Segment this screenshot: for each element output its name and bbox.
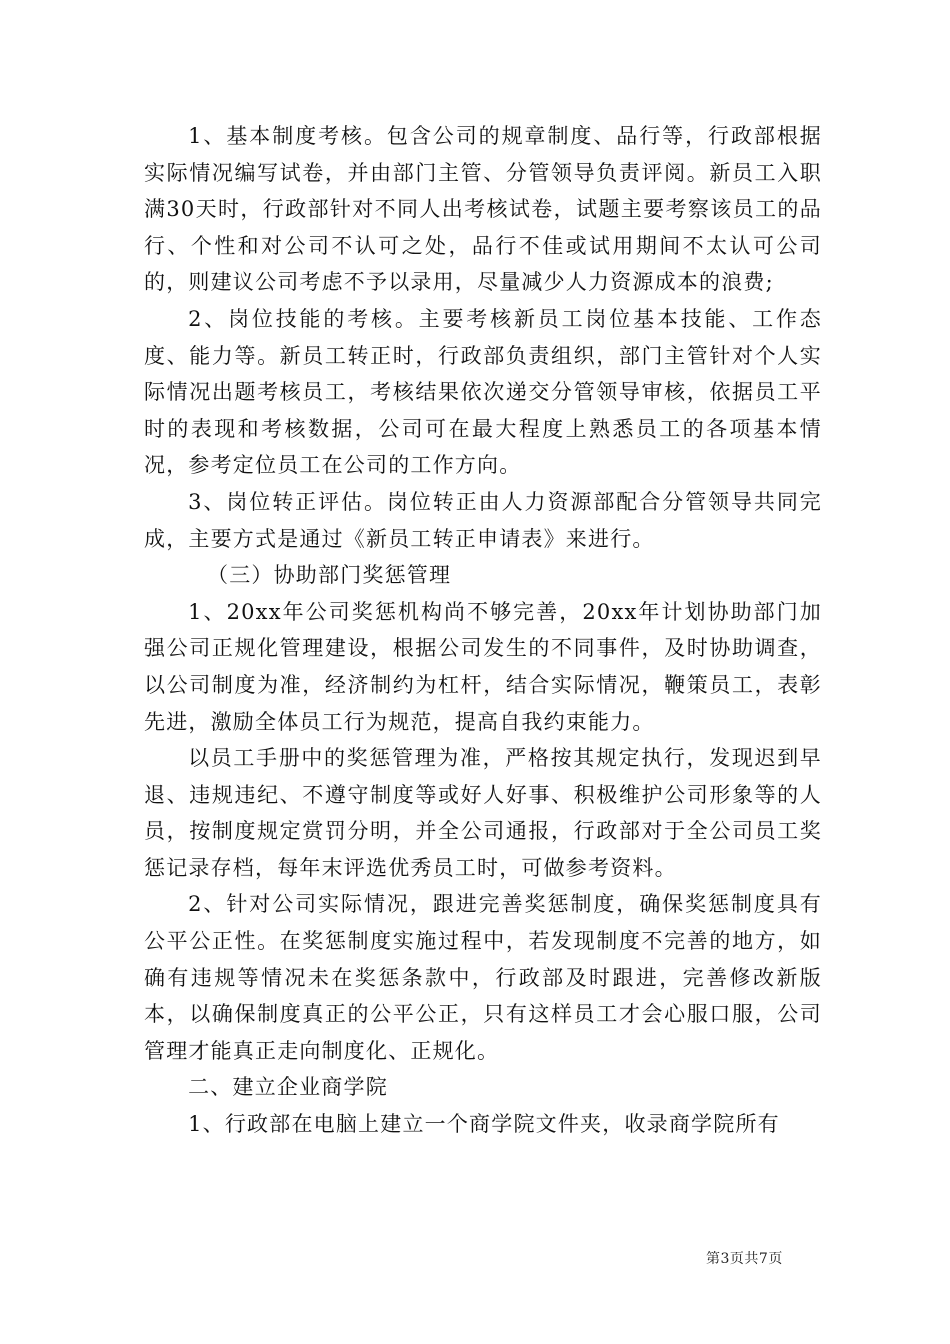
- paragraph-business-school-folder: 1、行政部在电脑上建立一个商学院文件夹，收录商学院所有: [188, 1112, 780, 1137]
- paragraph-employee-handbook: 以员工手册中的奖惩管理为准，严格按其规定执行，发现迟到早退、违规违纪、不遵守制度等或好人好事、积极维护公司形象等的人员，按制度规定赏罚分明，并全公司通报，行政部对于全公司员工奖惩记录存档，每年末评选优秀员工时，可做参考资料。: [144, 746, 822, 880]
- section-heading-business-school: 二、建立企业商学院: [188, 1075, 388, 1100]
- document-body: [144, 118, 822, 1143]
- section-heading-reward-punishment: （三）协助部门奖惩管理: [207, 563, 452, 588]
- paragraph-basic-system-assessment: 1、基本制度考核。包含公司的规章制度、品行等，行政部根据实际情况编写试卷，并由部门主管、分管领导负责评阅。新员工入职满30天时，行政部针对不同人出考核试卷，试题主要考察该员工的品行、个性和对公司不认可之处，品行不佳或试用期间不太认可公司的，则建议公司考虑不予以录用，尽量减少人力资源成本的浪费;: [144, 124, 822, 295]
- paragraph-job-skill-assessment: 2、岗位技能的考核。主要考核新员工岗位基本技能、工作态度、能力等。新员工转正时，行政部负责组织，部门主管针对个人实际情况出题考核员工，考核结果依次递交分管领导审核，依据员工平时的表现和考核数据，公司可在最大程度上熟悉员工的各项基本情况，参考定位员工在公司的工作方向。: [144, 306, 822, 478]
- page-number-footer: 第3页共7页: [706, 1251, 783, 1267]
- paragraph-improve-system: 2、针对公司实际情况，跟进完善奖惩制度，确保奖惩制度具有公平公正性。在奖惩制度实施过程中，若发现制度不完善的地方，如确有违规等情况未在奖惩条款中，行政部及时跟进，完善修改新版本，以确保制度真正的公平公正，只有这样员工才会心服口服，公司管理才能真正走向制度化、正规化。: [144, 892, 822, 1063]
- paragraph-reward-mechanism: 1、20xx年公司奖惩机构尚不够完善，20xx年计划协助部门加强公司正规化管理建设，根据公司发生的不同事件，及时协助调查，以公司制度为准，经济制约为杠杆，结合实际情况，鞭策员工，表彰先进，激励全体员工行为规范，提高自我约束能力。: [144, 599, 822, 734]
- paragraph-regularization-evaluation: 3、岗位转正评估。岗位转正由人力资源部配合分管领导共同完成，主要方式是通过《新员工转正申请表》来进行。: [144, 489, 822, 551]
